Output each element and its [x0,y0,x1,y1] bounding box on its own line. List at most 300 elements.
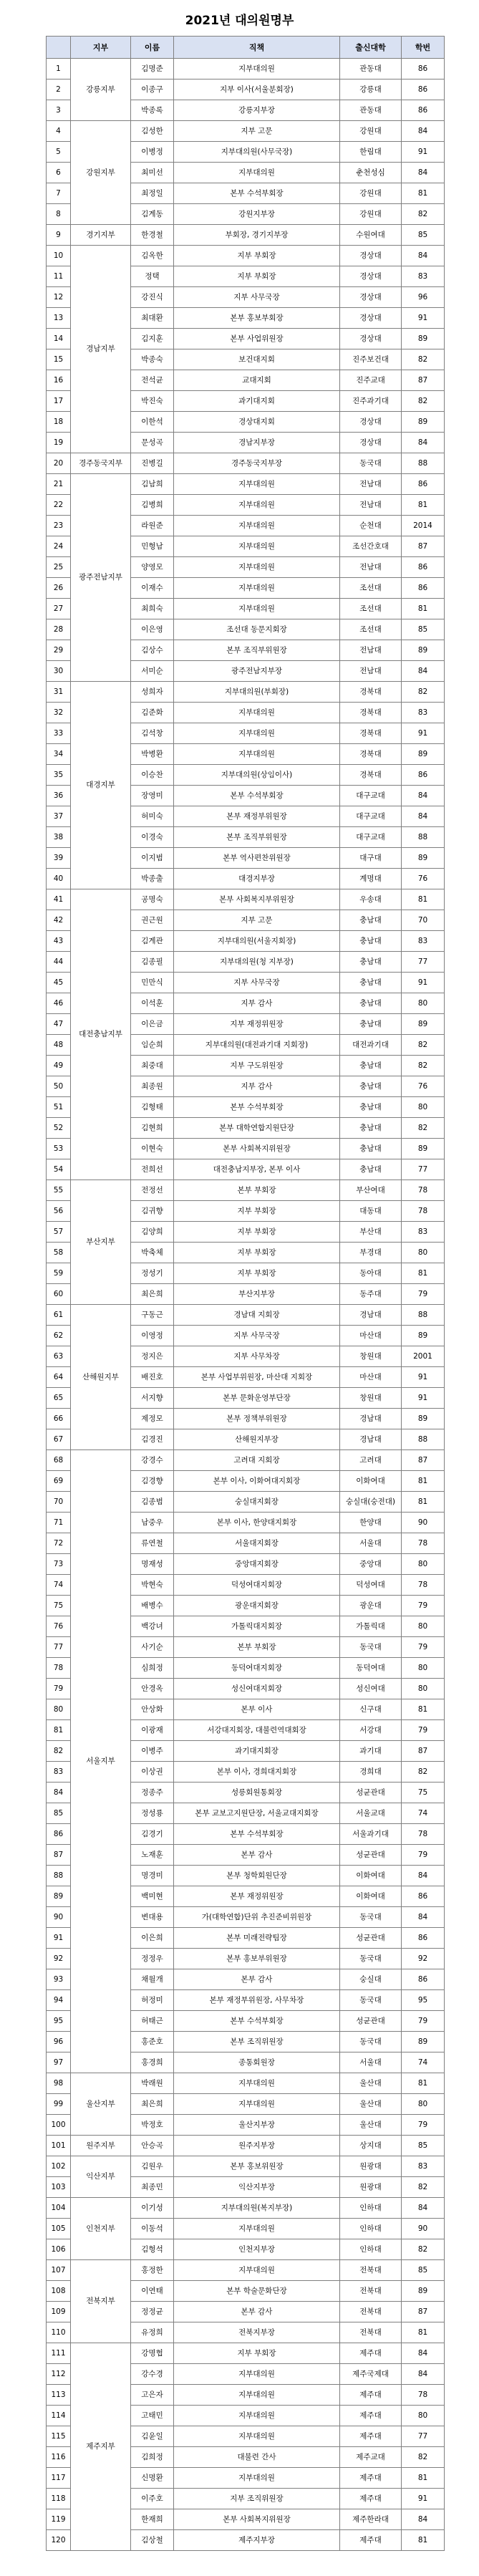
member-role: 지부 고문 [174,121,340,142]
member-role: 본부 감사 [174,1969,340,1990]
member-school: 원광대 [340,2156,402,2177]
member-school: 동국대 [340,1637,402,1658]
member-role: 지부 구도위원장 [174,1056,340,1076]
member-role: 본부 이사 [174,1699,340,1720]
row-number: 60 [47,1284,71,1305]
member-school: 경상대 [340,246,402,266]
member-role: 지부대의원 [174,723,340,744]
member-year: 86 [402,557,445,578]
row-number: 62 [47,1326,71,1346]
region-cell: 익산지부 [71,2156,131,2198]
member-role: 조선대 동문지회장 [174,619,340,640]
member-school: 상지대 [340,2136,402,2156]
member-school: 충남대 [340,973,402,993]
member-role: 교대지회 [174,370,340,391]
member-year: 84 [402,661,445,682]
row-number: 23 [47,516,71,536]
member-role: 지부대의원 [174,2364,340,2385]
member-school: 동국대 [340,1907,402,1928]
member-year: 86 [402,1928,445,1949]
member-name: 정성기 [131,1263,174,1284]
row-number: 50 [47,1076,71,1097]
member-role: 본부 재정부위원장, 사무차장 [174,1990,340,2011]
member-year: 91 [402,723,445,744]
member-school: 경희대 [340,1762,402,1783]
member-role: 지부대의원 [174,578,340,599]
member-year: 81 [402,1263,445,1284]
member-role: 본부 교보고지원단장, 서울교대지회장 [174,1803,340,1824]
member-school: 전남대 [340,495,402,516]
member-name: 김계동 [131,204,174,225]
member-name: 최은희 [131,1284,174,1305]
member-year: 84 [402,121,445,142]
member-year: 77 [402,952,445,973]
member-name: 박종출 [131,869,174,889]
member-name: 이승찬 [131,765,174,786]
row-number: 75 [47,1596,71,1616]
member-role: 지부 부회장 [174,246,340,266]
table-body [47,59,445,2551]
row-number: 33 [47,723,71,744]
member-name: 이한석 [131,412,174,433]
member-year: 81 [402,889,445,910]
member-school: 경상대 [340,433,402,453]
row-number: 107 [47,2260,71,2281]
row-number: 43 [47,931,71,952]
member-role: 서강대지회장, 대불련역대회장 [174,1720,340,1741]
member-name: 구동근 [131,1305,174,1326]
member-year: 80 [402,2406,445,2426]
row-number: 120 [47,2530,71,2551]
roster-table [46,36,445,2551]
member-school: 강원대 [340,121,402,142]
member-name: 박축체 [131,1243,174,1263]
member-name: 최미선 [131,163,174,183]
member-school: 제주대 [340,2343,402,2364]
member-name: 김준화 [131,703,174,723]
member-school: 과기대 [340,1741,402,1762]
member-year: 83 [402,703,445,723]
member-year: 82 [402,2177,445,2198]
member-role: 지부 부회장 [174,1243,340,1263]
member-school: 중앙대 [340,1554,402,1575]
member-school: 충남대 [340,931,402,952]
member-name: 최정일 [131,183,174,204]
member-year: 84 [402,2364,445,2385]
row-number: 57 [47,1222,71,1243]
table-row [47,2260,445,2281]
member-role: 본부 감사 [174,2302,340,2322]
member-name: 안승곡 [131,2136,174,2156]
member-school: 진주과기대 [340,391,402,412]
member-school: 이화여대 [340,1471,402,1492]
member-name: 이경숙 [131,827,174,848]
member-name: 김상수 [131,640,174,661]
member-name: 김계관 [131,931,174,952]
region-cell: 인천지부 [71,2198,131,2260]
member-name: 강명협 [131,2343,174,2364]
member-role: 본부 부회장 [174,1637,340,1658]
member-role: 과기대지회 [174,391,340,412]
member-school: 동주대 [340,1284,402,1305]
region-cell: 산해원지부 [71,1305,131,1450]
row-number: 110 [47,2322,71,2343]
member-role: 지부대의원 [174,2385,340,2406]
member-name: 이병정 [131,142,174,163]
member-name: 백미현 [131,1886,174,1907]
member-role: 동덕여대지회장 [174,1658,340,1679]
member-school: 관동대 [340,100,402,121]
member-school: 경남대 [340,1305,402,1326]
member-school: 덕성여대 [340,1575,402,1596]
member-role: 본부 조직위원장 [174,2032,340,2052]
member-year: 91 [402,308,445,329]
member-year: 90 [402,2219,445,2239]
member-year: 91 [402,973,445,993]
row-number: 12 [47,287,71,308]
member-name: 이재수 [131,578,174,599]
row-number: 83 [47,1762,71,1783]
member-role: 지부대의원 [174,474,340,495]
row-number: 31 [47,682,71,703]
row-number: 67 [47,1429,71,1450]
member-role: 본부 사업부위원장, 마산대 지회장 [174,1367,340,1388]
member-school: 동국대 [340,1990,402,2011]
member-name: 허정미 [131,1990,174,2011]
member-year: 77 [402,2426,445,2447]
row-number: 39 [47,848,71,869]
member-name: 정지은 [131,1346,174,1367]
member-name: 임순희 [131,1035,174,1056]
member-year: 89 [402,1409,445,1429]
table-header-row [47,37,445,59]
row-number: 24 [47,536,71,557]
member-role: 지부대의원 [174,2260,340,2281]
member-school: 인하대 [340,2198,402,2219]
member-year: 84 [402,786,445,806]
member-name: 유정희 [131,2322,174,2343]
member-name: 김상철 [131,2530,174,2551]
member-school: 울산대 [340,2073,402,2094]
member-name: 최중대 [131,1056,174,1076]
member-year: 82 [402,2447,445,2468]
member-role: 본부 미래전략팀장 [174,1928,340,1949]
row-number: 76 [47,1616,71,1637]
member-role: 지부대의원 [174,516,340,536]
member-year: 89 [402,1139,445,1159]
member-name: 김병희 [131,495,174,516]
member-name: 정정우 [131,1949,174,1969]
member-school: 제주한라대 [340,2509,402,2530]
member-role: 본부 조직부위원장 [174,640,340,661]
member-year: 79 [402,1720,445,1741]
member-role: 보건대지회 [174,349,340,370]
member-school: 전남대 [340,640,402,661]
table-row [47,2198,445,2219]
member-role: 지부 사무국장 [174,973,340,993]
row-number: 61 [47,1305,71,1326]
member-role: 가톨릭대지회장 [174,1616,340,1637]
member-school: 부산대 [340,1222,402,1243]
member-role: 지부 부회장 [174,2343,340,2364]
member-name: 장영미 [131,786,174,806]
member-role: 본부 이사, 한양대지회장 [174,1513,340,1533]
row-number: 48 [47,1035,71,1056]
row-number: 86 [47,1824,71,1845]
member-name: 김희정 [131,2447,174,2468]
row-number: 30 [47,661,71,682]
member-school: 제주국제대 [340,2364,402,2385]
member-school: 전북대 [340,2260,402,2281]
member-role: 성릉회원통회장 [174,1783,340,1803]
row-number: 82 [47,1741,71,1762]
member-school: 전남대 [340,661,402,682]
row-number: 55 [47,1180,71,1201]
row-number: 77 [47,1637,71,1658]
member-role: 인천지부장 [174,2239,340,2260]
member-school: 원광대 [340,2177,402,2198]
row-number: 70 [47,1492,71,1513]
member-name: 강진식 [131,287,174,308]
member-school: 수원여대 [340,225,402,246]
member-school: 춘천성심 [340,163,402,183]
member-name: 전정선 [131,1180,174,1201]
member-role: 부회장, 경기지부장 [174,225,340,246]
member-year: 84 [402,2198,445,2219]
member-year: 84 [402,1866,445,1886]
member-name: 김경향 [131,1471,174,1492]
member-role: 지부대의원 [174,557,340,578]
member-school: 서강대 [340,1720,402,1741]
member-school: 강원대 [340,204,402,225]
member-year: 82 [402,1056,445,1076]
member-name: 사기순 [131,1637,174,1658]
member-year: 70 [402,910,445,931]
member-year: 91 [402,142,445,163]
table-row [47,1450,445,1471]
member-name: 강경수 [131,1450,174,1471]
row-number: 108 [47,2281,71,2302]
member-name: 문성곡 [131,433,174,453]
member-name: 배진호 [131,1367,174,1388]
member-year: 86 [402,474,445,495]
row-number: 66 [47,1409,71,1429]
table-row [47,453,445,474]
row-number: 119 [47,2509,71,2530]
row-number: 65 [47,1388,71,1409]
member-school: 광운대 [340,1596,402,1616]
member-school: 인하대 [340,2219,402,2239]
member-role: 본부 재정부위원장 [174,806,340,827]
member-name: 박진숙 [131,391,174,412]
member-role: 본부 사회복지위원장 [174,2509,340,2530]
row-number: 88 [47,1866,71,1886]
member-school: 경상대 [340,287,402,308]
row-number: 99 [47,2094,71,2115]
member-role: 지부 부회장 [174,1201,340,1222]
member-name: 백강녀 [131,1616,174,1637]
member-role: 종통회원장 [174,2052,340,2073]
header-no [47,37,71,59]
member-role: 지부대의원 [174,59,340,79]
member-name: 김석창 [131,723,174,744]
member-name: 이석훈 [131,993,174,1014]
member-name: 이상권 [131,1762,174,1783]
member-role: 지부대의원(복지부장) [174,2198,340,2219]
member-name: 명경미 [131,1866,174,1886]
member-year: 84 [402,163,445,183]
member-school: 조선간호대 [340,536,402,557]
row-number: 59 [47,1263,71,1284]
row-number: 35 [47,765,71,786]
member-role: 지부대의원 [174,2094,340,2115]
row-number: 15 [47,349,71,370]
member-role: 지부 이사(서울분회장) [174,79,340,100]
member-name: 이기성 [131,2198,174,2219]
row-number: 92 [47,1949,71,1969]
row-number: 64 [47,1367,71,1388]
member-year: 89 [402,412,445,433]
member-year: 89 [402,848,445,869]
row-number: 9 [47,225,71,246]
member-school: 마산대 [340,1367,402,1388]
member-year: 80 [402,1554,445,1575]
member-year: 2001 [402,1346,445,1367]
row-number: 22 [47,495,71,516]
member-school: 인하대 [340,2239,402,2260]
row-number: 73 [47,1554,71,1575]
member-name: 김종필 [131,952,174,973]
member-school: 성균관대 [340,2011,402,2032]
member-school: 창원대 [340,1388,402,1409]
member-school: 부경대 [340,1243,402,1263]
row-number: 13 [47,308,71,329]
member-year: 80 [402,2094,445,2115]
member-school: 성균관대 [340,1845,402,1866]
member-role: 지부대의원(부회장) [174,682,340,703]
member-year: 76 [402,869,445,889]
row-number: 53 [47,1139,71,1159]
row-number: 1 [47,59,71,79]
member-role: 지부대의원 [174,163,340,183]
member-role: 본부 청학회원단장 [174,1866,340,1886]
member-year: 81 [402,495,445,516]
member-school: 전북대 [340,2281,402,2302]
region-cell: 경주동국지부 [71,453,131,474]
member-school: 성신여대 [340,1679,402,1699]
member-name: 이지범 [131,848,174,869]
member-role: 지부대의원 [174,2406,340,2426]
member-role: 전북지부장 [174,2322,340,2343]
header-region: 지부 [71,37,131,59]
member-role: 성신여대지회장 [174,1679,340,1699]
member-name: 이동석 [131,2219,174,2239]
member-year: 88 [402,1429,445,1450]
member-role: 지부대의원(사무국장) [174,142,340,163]
row-number: 49 [47,1056,71,1076]
member-year: 87 [402,1450,445,1471]
member-name: 박종숙 [131,349,174,370]
member-year: 86 [402,59,445,79]
member-school: 충남대 [340,1097,402,1118]
row-number: 90 [47,1907,71,1928]
member-school: 경북대 [340,682,402,703]
member-role: 지부대의원(대전과기대 지회장) [174,1035,340,1056]
member-role: 대전충남지부장, 본부 이사 [174,1159,340,1180]
member-role: 지부 부회장 [174,1263,340,1284]
row-number: 42 [47,910,71,931]
member-year: 84 [402,806,445,827]
region-cell: 서울지부 [71,1450,131,2073]
member-year: 79 [402,2011,445,2032]
member-name: 민형남 [131,536,174,557]
member-school: 제주교대 [340,2447,402,2468]
member-school: 서울과기대 [340,1824,402,1845]
member-year: 83 [402,2156,445,2177]
row-number: 113 [47,2385,71,2406]
member-name: 김명준 [131,59,174,79]
region-cell: 원주지부 [71,2136,131,2156]
member-school: 대전과기대 [340,1035,402,1056]
row-number: 85 [47,1803,71,1824]
row-number: 101 [47,2136,71,2156]
member-name: 박현숙 [131,1575,174,1596]
member-year: 75 [402,1783,445,1803]
table-row [47,889,445,910]
member-name: 이은금 [131,1014,174,1035]
row-number: 6 [47,163,71,183]
member-year: 87 [402,536,445,557]
region-cell: 제주지부 [71,2343,131,2551]
row-number: 29 [47,640,71,661]
member-name: 서지향 [131,1388,174,1409]
member-year: 77 [402,1159,445,1180]
row-number: 111 [47,2343,71,2364]
member-school: 마산대 [340,1326,402,1346]
header-name: 이름 [131,37,174,59]
member-name: 고은자 [131,2385,174,2406]
member-year: 88 [402,827,445,848]
member-name: 김형석 [131,2239,174,2260]
member-school: 경상대 [340,266,402,287]
row-number: 80 [47,1699,71,1720]
member-school: 강릉대 [340,79,402,100]
member-name: 최종민 [131,2177,174,2198]
member-role: 지부 재정위원장 [174,1014,340,1035]
member-school: 충남대 [340,1159,402,1180]
member-year: 89 [402,2032,445,2052]
member-year: 85 [402,619,445,640]
member-role: 지부대의원 [174,703,340,723]
member-school: 고려대 [340,1450,402,1471]
member-name: 정택 [131,266,174,287]
row-number: 41 [47,889,71,910]
row-number: 98 [47,2073,71,2094]
member-name: 최종원 [131,1076,174,1097]
row-number: 89 [47,1886,71,1907]
member-role: 본부 부회장 [174,1180,340,1201]
member-role: 본부 사회복지위원장 [174,1139,340,1159]
row-number: 78 [47,1658,71,1679]
member-school: 진주보건대 [340,349,402,370]
member-name: 이광재 [131,1720,174,1741]
member-school: 서울교대 [340,1803,402,1824]
member-year: 81 [402,2322,445,2343]
row-number: 36 [47,786,71,806]
member-name: 홍정한 [131,2260,174,2281]
member-school: 이화여대 [340,1886,402,1907]
row-number: 116 [47,2447,71,2468]
